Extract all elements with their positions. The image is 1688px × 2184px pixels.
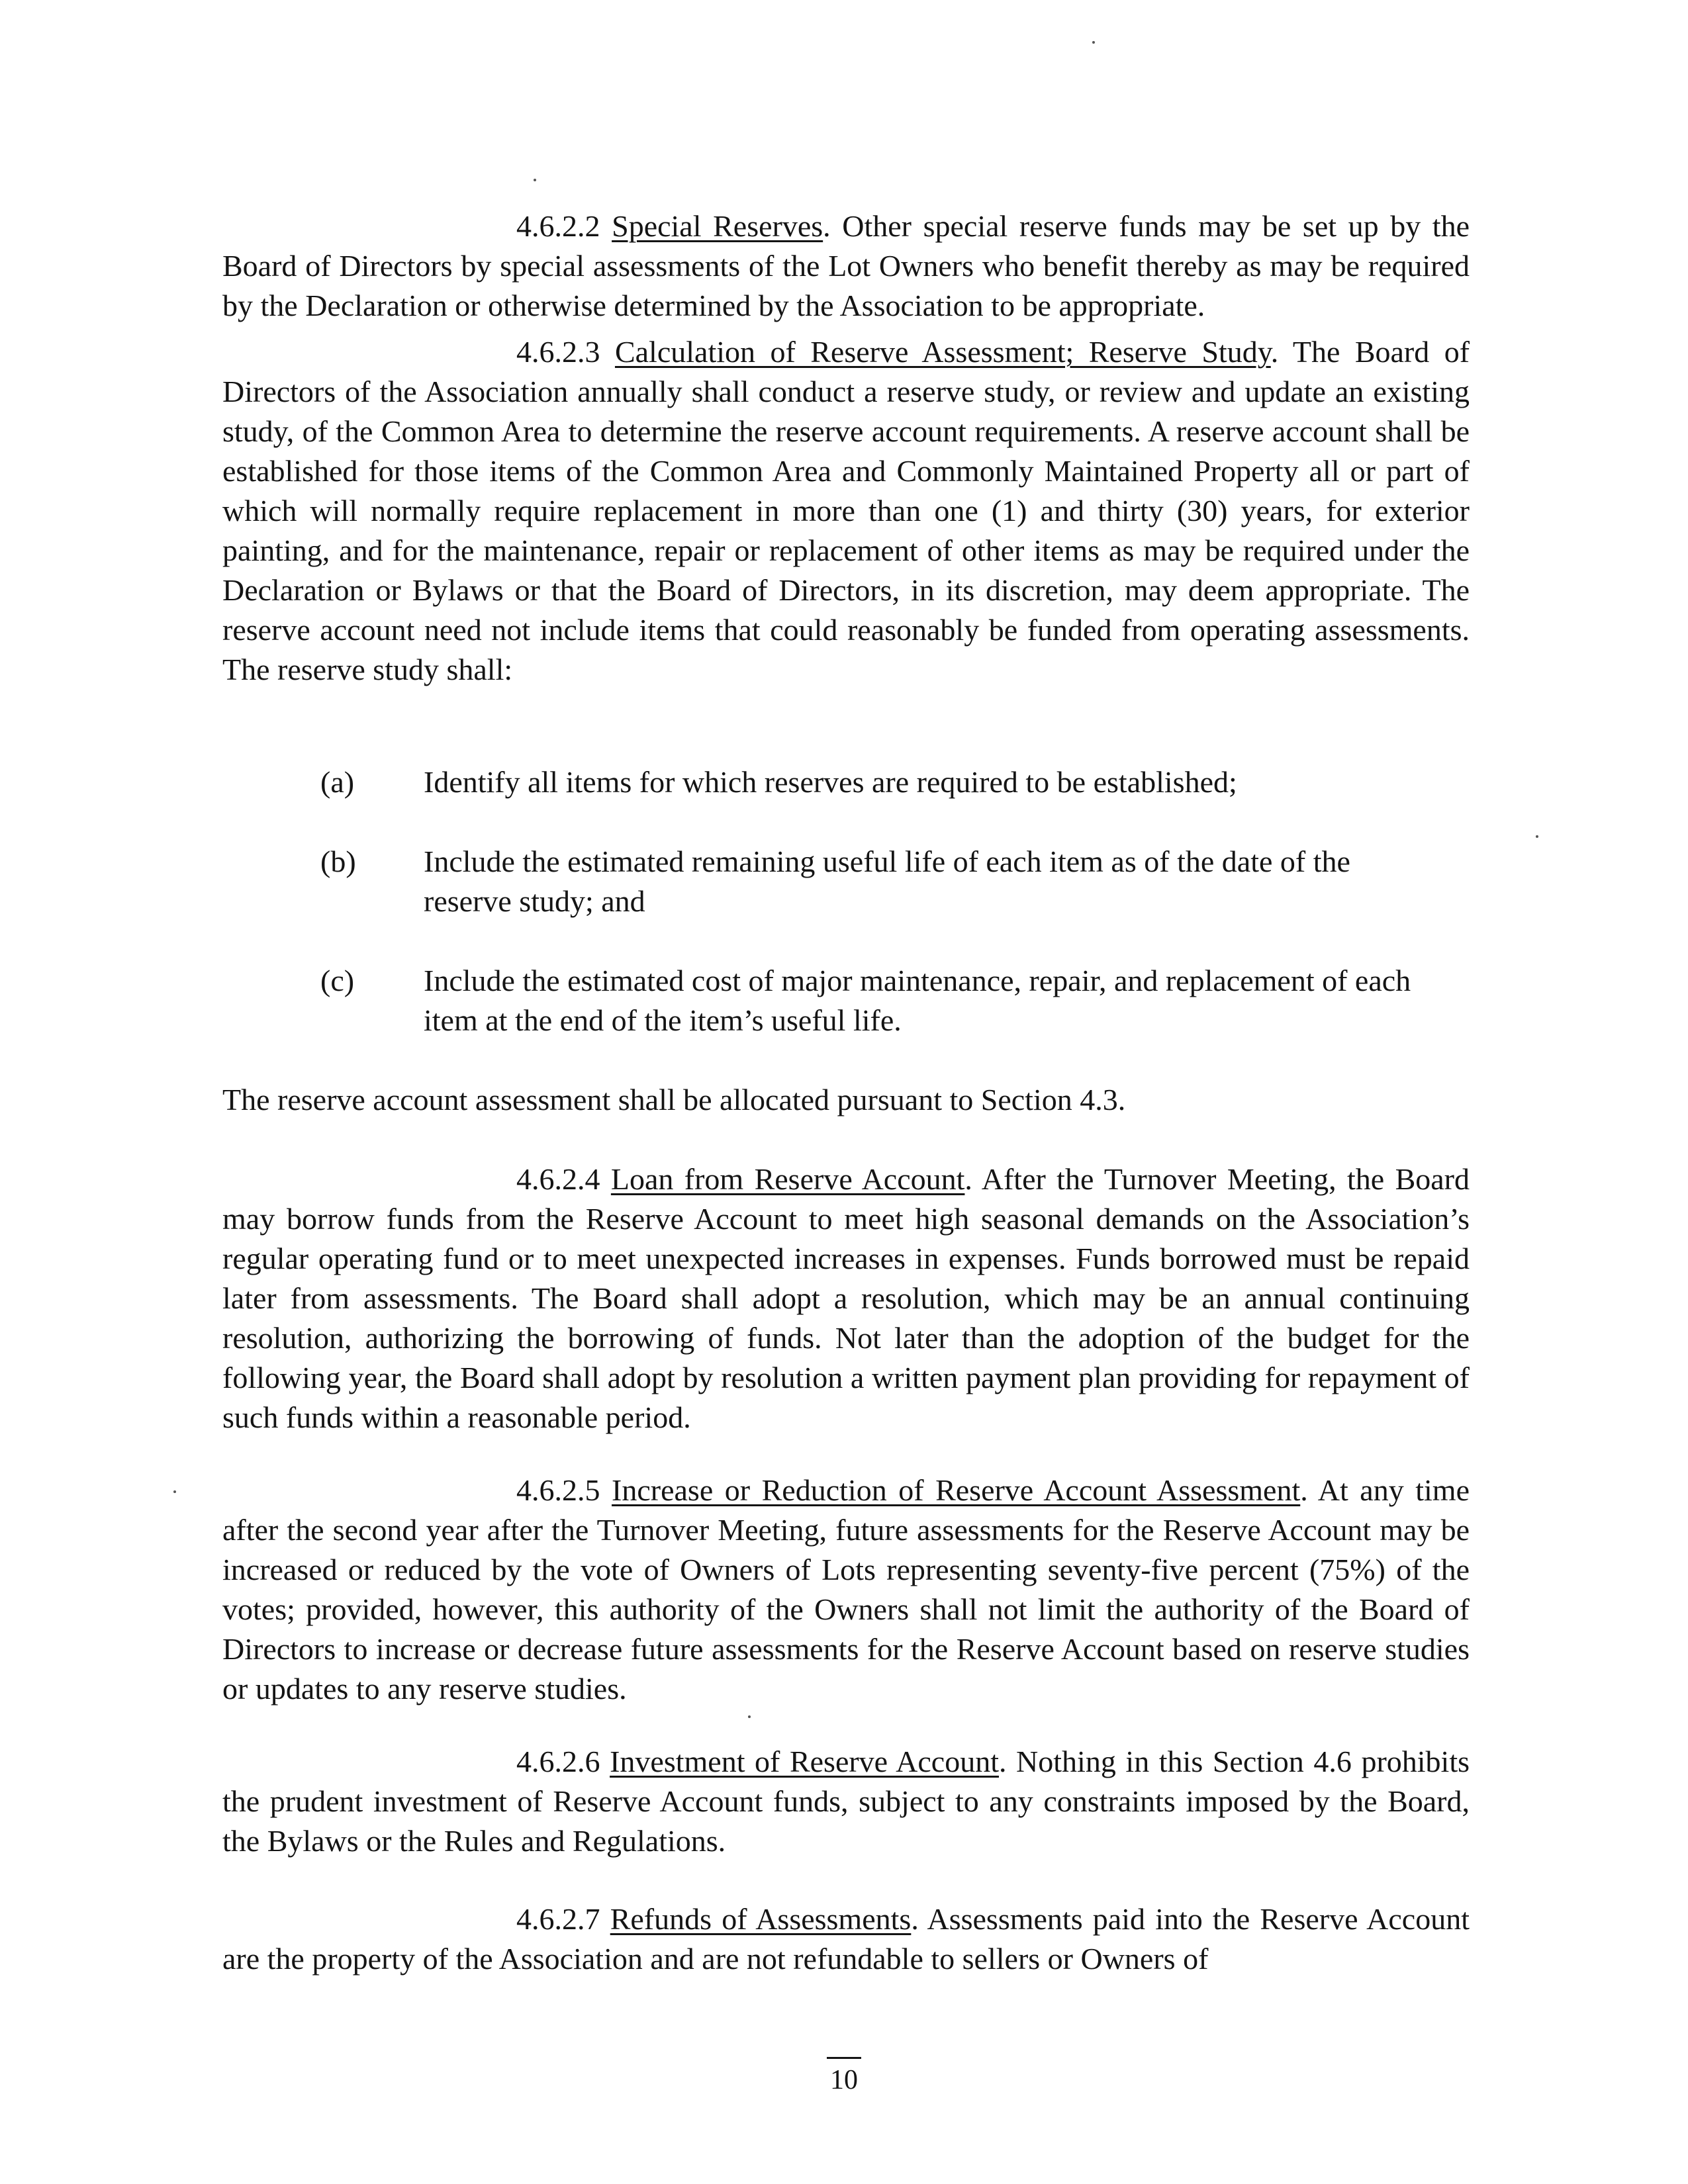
list-item-text: Include the estimated cost of major maintenance, repair, and replacement of each item at the end of the item’s useful life.: [424, 964, 1411, 1037]
scan-speck: [1536, 835, 1538, 838]
page-number: [794, 2057, 894, 2099]
section-4-6-2-3: [222, 332, 1470, 690]
scan-speck: [534, 179, 536, 181]
section-body: . The Board of Directors of the Association annually shall conduct a reserve study, or review and update an existing study, of the Common Area to determine the reserve account requirements. A reserve account shall be established for those items of the Common Area and Commonly Maintained Property all or part of which will normally require replacement in more than one (1) and thirty (30) years, for exterior painting, and for the maintenance, repair or replacement of other items as may be required under the Declaration or Bylaws or that the Board of Directors, in its discretion, may deem appropriate. The reserve account need not include items that could reasonably be funded from operating assessments. The reserve study shall:: [222, 335, 1470, 686]
list-item-label: (c): [320, 964, 355, 997]
section-body: . At any time after the second year after the Turnover Meeting, future assessments for the Reserve Account may be increased or reduced by the vote of Owners of Lots representing seventy-five percent (75%) of the votes; provided, however, this authority of the Owners shall not limit the authority of the Board of Directors to increase or decrease future assessments for the Reserve Account based on reserve studies or updates to any reserve studies.: [222, 1473, 1470, 1706]
section-heading: Investment of Reserve Account: [610, 1745, 999, 1778]
section-number: 4.6.2.3: [516, 335, 600, 369]
list-item-text: Identify all items for which reserves are required to be established;: [424, 765, 1237, 799]
section-4-6-2-4: [222, 1160, 1470, 1437]
section-number: 4.6.2.5: [516, 1473, 600, 1507]
section-heading: Loan from Reserve Account: [610, 1162, 965, 1196]
section-4-6-2-6: [222, 1742, 1470, 1861]
list-item-label: (a): [320, 765, 355, 799]
section-4-6-2-7: [222, 1899, 1470, 1979]
page-number-rule: [827, 2057, 861, 2059]
scan-speck: [748, 1715, 751, 1718]
scan-speck: [1092, 41, 1095, 44]
section-number: 4.6.2.6: [516, 1745, 600, 1778]
section-body: . Nothing in this Section 4.6 prohibits the prudent investment of Reserve Account funds, subject to any constraints imposed by the Board, the Bylaws or the Rules and Regulations.: [222, 1745, 1470, 1858]
list-item-text: Include the estimated remaining useful life of each item as of the date of the reserve study; and: [424, 844, 1350, 918]
section-body: . Other special reserve funds may be set up by the Board of Directors by special assessments of the Lot Owners who benefit thereby as may be required by the Declaration or otherwise determined by the Association to be appropriate.: [222, 209, 1470, 322]
section-heading: Increase or Reduction of Reserve Account Assessment: [612, 1473, 1301, 1507]
section-heading: Special Reserves: [612, 209, 823, 243]
section-heading: Refunds of Assessments: [610, 1902, 912, 1936]
list-item-label: (b): [320, 844, 356, 878]
section-4-6-2-2: [222, 206, 1470, 326]
scan-speck: [173, 1490, 176, 1493]
section-body: . After the Turnover Meeting, the Board may borrow funds from the Reserve Account to meet high seasonal demands on the Association’s regular operating fund or to meet unexpected increases in expenses. Funds borrowed must be repaid later from assessments. The Board shall adopt a resolution, which may be an annual continuing resolution, authorizing the borrowing of funds. Not later than the adoption of the budget for the following year, the Board shall adopt by resolution a written payment plan providing for repayment of such funds within a reasonable period.: [222, 1162, 1470, 1434]
allocation-sentence: The reserve account assessment shall be allocated pursuant to Section 4.3.: [222, 1083, 1126, 1116]
section-body: . Assessments paid into the Reserve Account are the property of the Association and are not refundable to sellers or Owners of: [222, 1902, 1470, 1976]
section-number: 4.6.2.4: [516, 1162, 600, 1196]
section-heading: Calculation of Reserve Assessment; Reserve Study: [614, 335, 1271, 369]
section-number: 4.6.2.2: [516, 209, 600, 243]
section-number: 4.6.2.7: [516, 1902, 600, 1936]
section-4-6-2-5: [222, 1471, 1470, 1709]
page-number-text: 10: [830, 2065, 858, 2095]
